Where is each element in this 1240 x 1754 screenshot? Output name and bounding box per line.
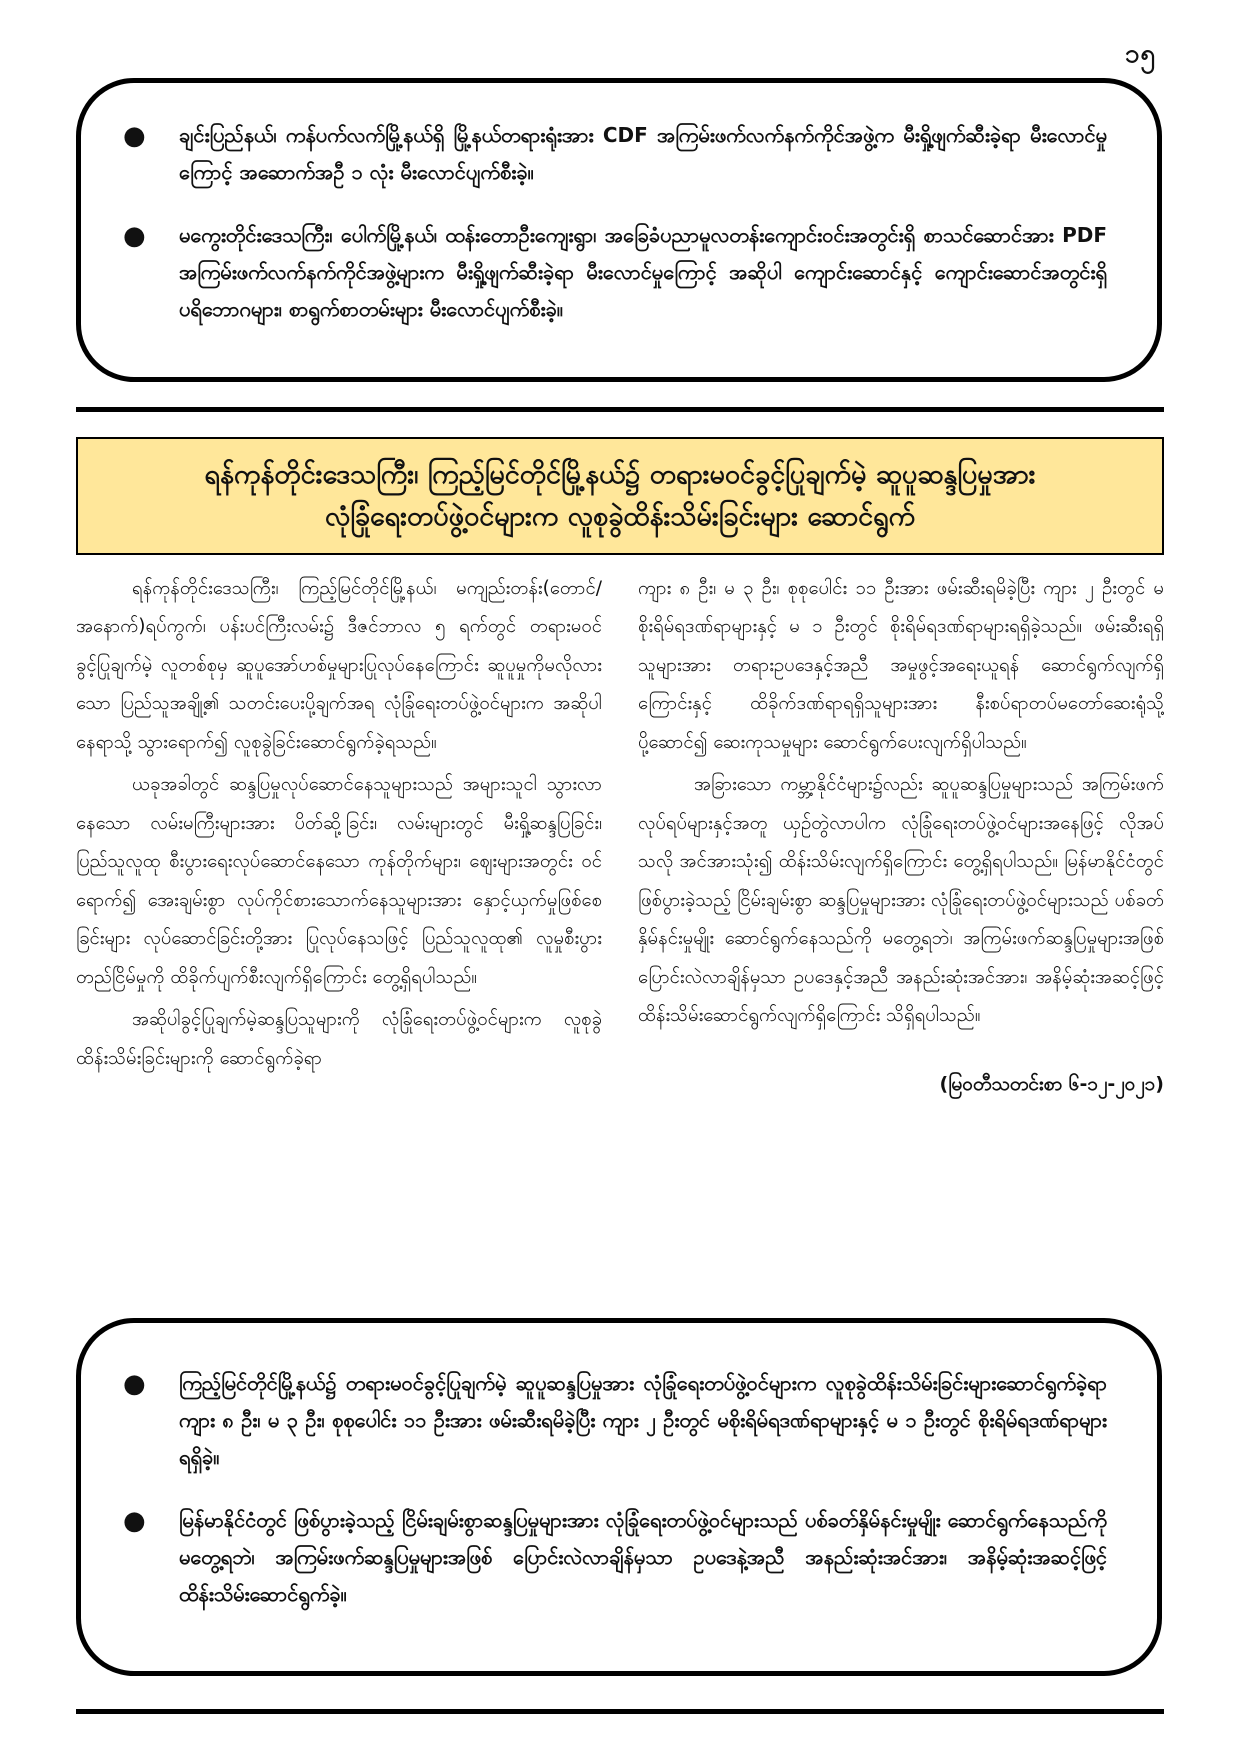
article-paragraph: အခြားသော ကမ္ဘာ့နိုင်ငံများ၌လည်း ဆူပူဆန္ဒပြမှုများသည် အကြမ်းဖက်လုပ်ရပ်များနှင့်အတူ ယှဉ်တွဲလာပါက လုံခြုံရေးတပ်ဖွဲ့ဝင်များအနေဖြင့် လိုအပ်သလို အင်အားသုံး၍ ထိန်းသိမ်းလျက်ရှိကြောင်း တွေ့ရှိရပါသည်။ မြန်မာနိုင်ငံတွင် ဖြစ်ပွားခဲ့သည့် ငြိမ်းချမ်းစွာ ဆန္ဒပြမှုများအား လုံခြုံရေးတပ်ဖွဲ့ဝင်များသည် ပစ်ခတ်နှိမ်နင်းမှုမျိုး ဆောင်ရွက်နေသည်ကို မတွေ့ရဘဲ၊ အကြမ်းဖက်ဆန္ဒပြမှုများအဖြစ် ပြောင်းလဲလာချိန်မှသာ ဥပဒေနှင့်အညီ အနည်းဆုံးအင်အား၊ အနိမ့်ဆုံးအဆင့်ဖြင့် ထိန်းသိမ်းဆောင်ရွက်လျက်ရှိကြောင်း သိရှိရပါသည်။	[638, 774, 1164, 1027]
article-paragraph: ယခုအခါတွင် ဆန္ဒပြမှုလုပ်ဆောင်နေသူများသည် အများသူငါ သွားလာနေသော လမ်းမကြီးများအား ပိတ်ဆို့ခြင်း၊ လမ်းများတွင် မီးရှို့ဆန္ဒပြခြင်း၊ ပြည်သူလူထု စီးပွားရေးလုပ်ဆောင်နေသော ကုန်တိုက်များ၊ ဈေးများအတွင်း ဝင်ရောက်၍ အေးချမ်းစွာ လုပ်ကိုင်စားသောက်နေသူများအား နှောင့်ယှက်မှုဖြစ်စေခြင်းများ လုပ်ဆောင်ခြင်းတို့အား ပြုလုပ်နေသဖြင့် ပြည်သူလူထု၏ လူမှုစီးပွားတည်ငြိမ်မှုကို ထိခိုက်ပျက်စီးလျက်ရှိကြောင်း တွေ့ရှိရပါသည်။	[76, 774, 602, 988]
bullet-dot-icon: ●	[123, 1506, 146, 1536]
article-paragraph: ကျား ၈ ဦး၊ မ ၃ ဦး၊ စုစုပေါင်း ၁၁ ဦးအား ဖမ်းဆီးရမိခဲ့ပြီး ကျား ၂ ဦးတွင် မစိုးရိမ်ရဒဏ်ရာများနှင့် မ ၁ ဦးတွင် စိုးရိမ်ရဒဏ်ရာများရရှိခဲ့သည်။ ဖမ်းဆီးရရှိသူများအား တရားဥပဒေနှင့်အညီ အမှုဖွင့်အရေးယူရန် ဆောင်ရွက်လျက်ရှိကြောင်းနှင့် ထိခိုက်ဒဏ်ရာရရှိသူများအား နီးစပ်ရာတပ်မတော်ဆေးရုံသို့ ပို့ဆောင်၍ ဆေးကုသမှုများ ဆောင်ရွက်ပေးလျက်ရှိပါသည်။	[638, 578, 1164, 753]
bullet-text: မြန်မာနိုင်ငံတွင် ဖြစ်ပွားခဲ့သည့် ငြိမ်းချမ်းစွာဆန္ဒပြမှုများအား လုံခြုံရေးတပ်ဖွဲ့ဝင်များသည် ပစ်ခတ်နှိမ်နင်းမှုမျိုး ဆောင်ရွက်နေသည်ကို မတွေ့ရဘဲ၊ အကြမ်းဖက်ဆန္ဒပြမှုများအဖြစ် ပြောင်းလဲလာချိန်မှသာ ဥပဒေနဲ့အညီ အနည်းဆုံးအင်အား၊ အနိမ့်ဆုံးအဆင့်ဖြင့် ထိန်းသိမ်းဆောင်ရွက်ခဲ့။	[179, 1508, 1107, 1606]
bullet-dot-icon: ●	[123, 221, 146, 251]
bullet-item	[121, 1502, 1107, 1613]
article-source: (မြဝတီသတင်းစာ ၆-၁၂-၂၀၂၁)	[939, 1072, 1164, 1095]
bullet-text: မကွေးတိုင်းဒေသကြီး၊ ပေါက်မြို့နယ်၊ ထန်းတောဦးကျေးရွာ၊ အခြေခံပညာမူလတန်းကျောင်းဝင်းအတွင်းရှိ စာသင်ဆောင်အား PDF အကြမ်းဖက်လက်နက်ကိုင်အဖွဲ့များက မီးရှို့ဖျက်ဆီးခဲ့ရာ မီးလောင်မှုကြောင့် အဆိုပါ ကျောင်းဆောင်နှင့် ကျောင်းဆောင်အတွင်းရှိ ပရိဘောဂများ၊ စာရွက်စာတမ်းများ မီးလောင်ပျက်စီးခဲ့။	[179, 223, 1107, 321]
divider-rule	[76, 407, 1164, 412]
page-number: ၁၅	[1124, 39, 1156, 69]
headline-line-2: လုံခြုံရေးတပ်ဖွဲ့ဝင်များက လူစုခွဲထိန်းသိမ်းခြင်းများ ဆောင်ရွက်	[324, 501, 916, 532]
article-headline	[76, 437, 1164, 555]
bullet-item	[121, 217, 1107, 328]
divider-rule	[76, 1709, 1164, 1714]
article-paragraph: အဆိုပါခွင့်ပြုချက်မဲ့ဆန္ဒပြသူများကို လုံခြုံရေးတပ်ဖွဲ့ဝင်များက လူစုခွဲထိန်းသိမ်းခြင်းများကို ဆောင်ရွက်ခဲ့ရာ	[76, 1009, 602, 1069]
article-column-left	[76, 570, 602, 1230]
summary-box-bottom	[76, 1318, 1162, 1676]
headline-line-1: ရန်ကုန်တိုင်းဒေသကြီး၊ ကြည့်မြင်တိုင်မြို့နယ်၌ တရားမဝင်ခွင့်ပြုချက်မဲ့ ဆူပူဆန္ဒပြမှုအား	[204, 459, 1036, 491]
bullet-item	[121, 1365, 1107, 1476]
bullet-dot-icon: ●	[123, 121, 146, 151]
bullet-text: ကြည့်မြင်တိုင်မြို့နယ်၌ တရားမဝင်ခွင့်ပြုချက်မဲ့ ဆူပူဆန္ဒပြမှုအား လုံခြုံရေးတပ်ဖွဲ့ဝင်များက လူစုခွဲထိန်းသိမ်းခြင်းများဆောင်ရွက်ခဲ့ရာ ကျား ၈ ဦး၊ မ ၃ ဦး၊ စုစုပေါင်း ၁၁ ဦးအား ဖမ်းဆီးရမိခဲ့ပြီး ကျား ၂ ဦးတွင် မစိုးရိမ်ရဒဏ်ရာများနှင့် မ ၁ ဦးတွင် စိုးရိမ်ရဒဏ်ရာများရရှိခဲ့။	[179, 1371, 1107, 1469]
bullet-text: ချင်းပြည်နယ်၊ ကန်ပက်လက်မြို့နယ်ရှိ မြို့နယ်တရားရုံးအား CDF အကြမ်းဖက်လက်နက်ကိုင်အဖွဲ့က မီးရှို့ဖျက်ဆီးခဲ့ရာ မီးလောင်မှုကြောင့် အဆောက်အဦ ၁ လုံး မီးလောင်ပျက်စီးခဲ့။	[179, 123, 1107, 184]
bullet-dot-icon: ●	[123, 1369, 146, 1399]
article-body	[76, 570, 1164, 1230]
bullet-item	[121, 117, 1107, 191]
article-column-right	[638, 570, 1164, 1230]
summary-box-top	[76, 78, 1162, 382]
article-paragraph: ရန်ကုန်တိုင်းဒေသကြီး၊ ကြည့်မြင်တိုင်မြို့နယ်၊ မကျည်းတန်း(တောင်/ အနောက်)ရပ်ကွက်၊ ပန်းပင်ကြီးလမ်း၌ ဒီဇင်ဘာလ ၅ ရက်တွင် တရားမဝင်ခွင့်ပြုချက်မဲ့ လူတစ်စုမှ ဆူပူအော်ဟစ်မှုများပြုလုပ်နေကြောင်း ဆူပူမှုကိုမလိုလားသော ပြည်သူအချို့၏ သတင်းပေးပို့ချက်အရ လုံခြုံရေးတပ်ဖွဲ့ဝင်များက အဆိုပါနေရာသို့ သွားရောက်၍ လူစုခွဲခြင်းဆောင်ရွက်ခဲ့ရသည်။	[76, 578, 602, 753]
